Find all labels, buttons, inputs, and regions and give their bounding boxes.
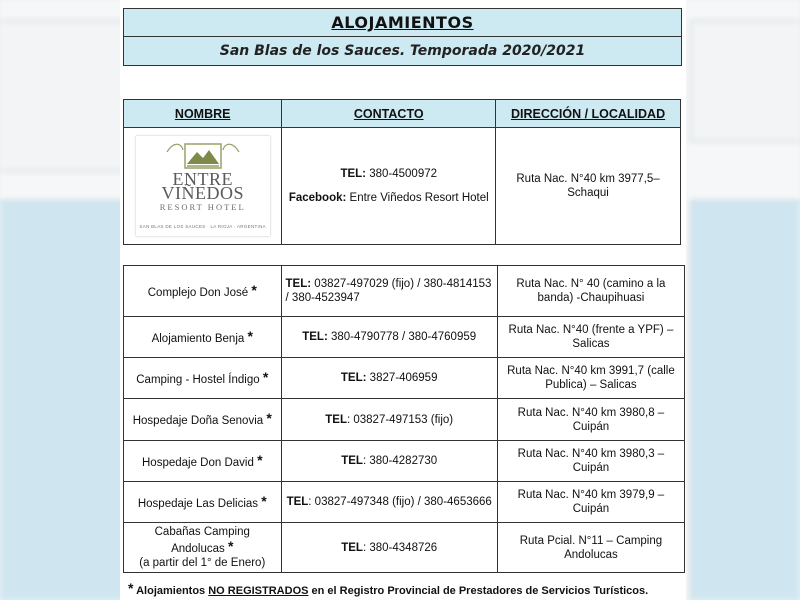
table-row <box>124 266 685 317</box>
footnote-text-pre: Alojamientos <box>136 585 209 597</box>
accommodation-name: Cabañas Camping Andolucas <box>154 526 250 555</box>
facebook-page: Entre Viñedos Resort Hotel <box>349 192 489 204</box>
address-cell: Ruta Nac. N°40 km 3977,5– Schaqui <box>496 128 681 245</box>
phone-number: 03827-497029 (fijo) / 380-4814153 / 380-4523947 <box>285 278 492 304</box>
contact-cell <box>281 317 497 358</box>
tel-label: TEL: <box>340 372 367 384</box>
phone-number: : 380-4282730 <box>362 455 438 467</box>
asterisk-mark: * <box>261 492 267 509</box>
document-page <box>120 0 686 600</box>
page-subtitle: San Blas de los Sauces. Temporada 2020/2021 <box>219 43 586 59</box>
title-banner <box>123 8 682 37</box>
asterisk-mark: * <box>128 580 134 596</box>
accommodation-name: Complejo Don José <box>147 286 249 299</box>
phone-number: : 03827-497348 (fijo) / 380-4653666 <box>308 496 492 508</box>
address-cell: Ruta Nac. N°40 km 3979,9 – Cuipán <box>497 482 684 523</box>
accommodation-name: Camping - Hostel Índigo <box>136 373 260 386</box>
name-cell <box>124 482 282 523</box>
address-cell: Ruta Nac. N°40 (frente a YPF) – Salicas <box>497 317 684 358</box>
page-title: ALOJAMIENTOS <box>331 13 474 32</box>
accommodation-name: Hospedaje Don David <box>142 456 254 469</box>
table-row <box>124 523 685 573</box>
name-cell <box>124 441 282 482</box>
phone-number: : 380-4348726 <box>362 541 438 554</box>
tel-label: TEL: <box>302 331 328 343</box>
facebook-label: Facebook: <box>288 192 347 204</box>
asterisk-mark: * <box>262 368 269 385</box>
name-cell <box>124 399 282 441</box>
tel-label: TEL <box>325 413 347 426</box>
asterisk-mark: * <box>228 538 234 554</box>
table-row <box>124 317 685 358</box>
table-row <box>124 358 685 399</box>
accommodation-name: Alojamiento Benja <box>151 332 245 345</box>
tel-label: TEL <box>286 496 309 508</box>
featured-table <box>123 99 681 245</box>
phone-number: 3827-406959 <box>369 372 438 384</box>
address-cell: Ruta Pcial. N°11 – Camping Andolucas <box>497 523 684 573</box>
accommodations-table <box>123 265 685 573</box>
accommodation-name: Hospedaje Doña Senovia <box>132 415 264 427</box>
phone-line <box>286 167 491 181</box>
opening-note: (a partir del 1° de Enero) <box>139 557 266 569</box>
contact-cell <box>281 441 497 482</box>
accommodation-name: Hospedaje Las Delicias <box>137 497 259 510</box>
logo-name: ENTRE VIÑEDOS <box>161 169 244 203</box>
table-row <box>124 399 685 441</box>
contact-cell <box>281 523 497 573</box>
tel-label: TEL: <box>340 168 367 180</box>
contact-cell <box>281 266 497 317</box>
column-header-nombre: NOMBRE <box>124 100 282 128</box>
footnote <box>128 580 684 597</box>
asterisk-mark: * <box>257 451 263 468</box>
contact-cell <box>282 128 496 245</box>
asterisk-mark: * <box>266 410 272 426</box>
contact-cell <box>281 399 497 441</box>
tel-label: TEL: <box>285 278 312 290</box>
table-row <box>124 482 685 523</box>
name-cell <box>124 358 282 399</box>
table-row <box>124 128 681 245</box>
header-row <box>124 100 681 128</box>
address-cell: Ruta Nac. N°40 km 3980,3 – Cuipán <box>497 441 684 482</box>
tel-label: TEL <box>341 541 363 554</box>
tel-label: TEL <box>341 455 363 467</box>
address-cell: Ruta Nac. N°40 km 3980,8 – Cuipán <box>497 399 684 441</box>
footnote-text-post: en el Registro Provincial de Prestadores de Servicios Turísticos. <box>308 585 649 597</box>
asterisk-mark: * <box>251 281 257 298</box>
asterisk-mark: * <box>247 327 253 344</box>
address-cell: Ruta Nac. N° 40 (camino a la banda) -Chaupihuasi <box>497 266 684 317</box>
name-cell <box>124 317 282 358</box>
name-cell <box>124 266 282 317</box>
phone-number: 380-4790778 / 380-4760959 <box>330 331 477 343</box>
subtitle-banner <box>123 36 682 66</box>
name-cell <box>124 523 282 573</box>
logo-tagline: SAN BLAS DE LOS SAUCES · LA RIOJA · ARGENTINA <box>139 224 266 229</box>
hotel-logo <box>136 136 270 236</box>
logo-cell <box>124 128 282 245</box>
facebook-line <box>286 191 491 205</box>
contact-cell <box>281 358 497 399</box>
logo-subtitle: RESORT HOTEL <box>159 202 246 212</box>
phone-number: : 03827-497153 (fijo) <box>346 413 454 426</box>
address-cell: Ruta Nac. N°40 km 3991,7 (calle Publica) – Salicas <box>497 358 684 399</box>
phone-number: 380-4500972 <box>369 168 438 180</box>
footnote-emphasis: NO REGISTRADOS <box>208 585 309 597</box>
column-header-direccion: DIRECCIÓN / LOCALIDAD <box>496 100 681 128</box>
contact-cell <box>281 482 497 523</box>
table-row <box>124 441 685 482</box>
column-header-contacto: CONTACTO <box>282 100 496 128</box>
vineyard-mountain-icon <box>163 138 243 170</box>
